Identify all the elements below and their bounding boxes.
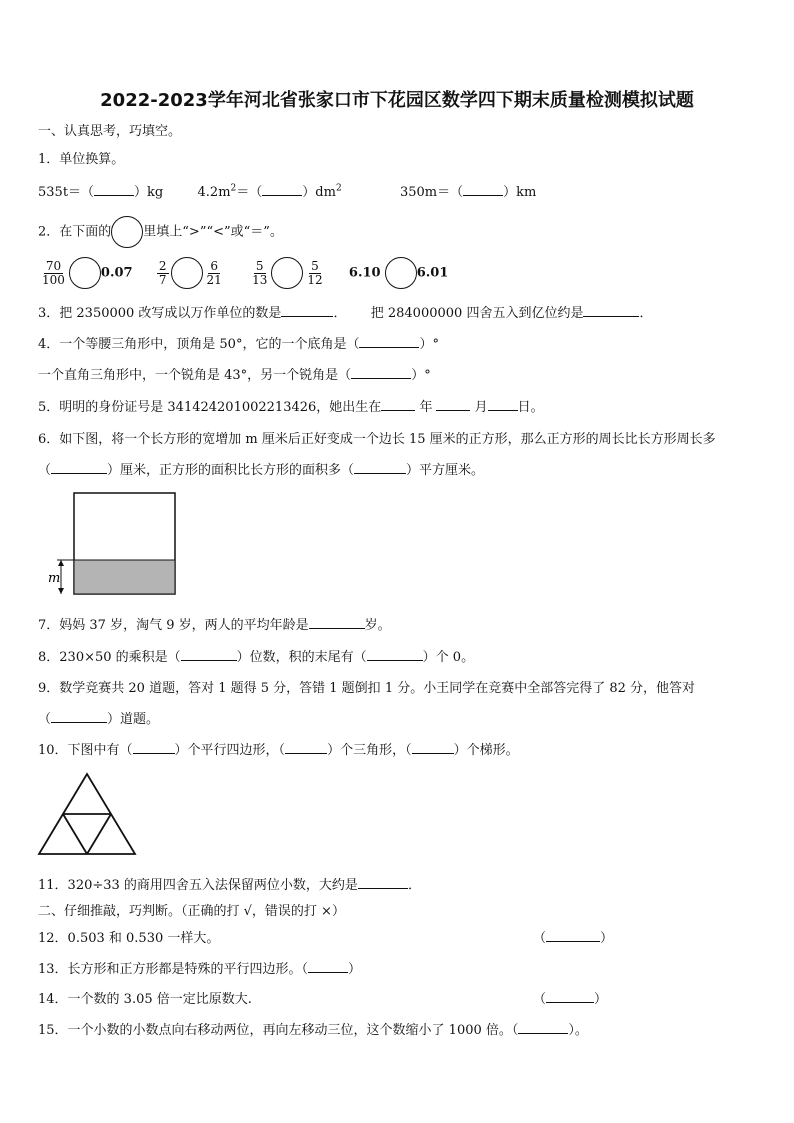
q11-b: ．: [407, 878, 421, 893]
q4-a-end: ）°: [419, 337, 439, 352]
question-6-b: [38, 459, 484, 478]
q6-b2: ）厘米，正方形的面积比长方形的面积多（: [107, 463, 355, 478]
question-3: [38, 302, 652, 321]
q10-blank-3[interactable]: [412, 741, 454, 754]
q2-p1-right: 0.07: [100, 265, 133, 281]
question-9-b: [38, 708, 159, 727]
q1-b-sup2: 2: [335, 183, 342, 194]
question-14: 14．一个数的 3.05 倍一定比原数大.: [38, 992, 252, 1007]
q1-c-left: 350m＝（: [399, 185, 464, 200]
question-7: [38, 614, 391, 633]
q6-rectangle-diagram: [44, 488, 184, 598]
q13-a: 13．长方形和正方形都是特殊的平行四边形。（: [38, 962, 309, 977]
q3-a-blank[interactable]: [281, 304, 333, 317]
q7-blank[interactable]: [309, 616, 365, 629]
q1-b-blank[interactable]: [262, 183, 302, 196]
q2-circle-2[interactable]: [171, 257, 203, 289]
q2-circle-1[interactable]: [69, 257, 101, 289]
q2-circle-4[interactable]: [385, 257, 417, 289]
question-11: [38, 874, 421, 893]
q7-b: 岁。: [364, 618, 391, 633]
q8-blank-1[interactable]: [181, 648, 237, 661]
q5-year: 年: [419, 400, 433, 415]
q5-day-blank[interactable]: [488, 398, 518, 411]
q3-a: 3．把 2350000 改写成以万作单位的数是: [38, 306, 282, 321]
q6-b1: （: [38, 463, 52, 478]
q4-b-end: ）°: [411, 368, 431, 383]
q6-label-m: m: [48, 571, 61, 586]
question-1-items: [38, 181, 536, 200]
q12-blank[interactable]: [546, 929, 600, 942]
q1-b-right: ）dm: [302, 185, 336, 200]
question-8: [38, 646, 474, 665]
q1-c-blank[interactable]: [463, 183, 503, 196]
q2-frac-6-21: $\frac{6}{21}$: [206, 258, 222, 287]
q14-answer: [533, 988, 607, 1007]
question-12: 12．0.503 和 0.530 一样大。: [38, 931, 220, 946]
question-9-a: 9．数学竞赛共 20 道题，答对 1 题得 5 分，答错 1 题倒扣 1 分。小王同学在竞赛中全部答完得了 82 分，他答对: [38, 681, 696, 696]
q8-c: ）个 0。: [422, 650, 475, 665]
q9-b2: ）道题。: [107, 712, 160, 727]
question-2-items: [38, 257, 448, 289]
q13-blank[interactable]: [308, 960, 348, 973]
q6-blank-1[interactable]: [51, 461, 107, 474]
q1-a-right: ）kg: [134, 185, 164, 200]
q2-frac-5-12: $\frac{5}{12}$: [307, 258, 323, 287]
q4-b-text: 一个直角三角形中，一个锐角是 43°，另一个锐角是（: [38, 368, 352, 383]
q15-a: 15．一个小数的小数点向右移动两位，再向左移动三位，这个数缩小了 1000 倍。（: [38, 1023, 519, 1038]
q5-a: 5．明明的身份证号是 341424201002213426，她出生在: [38, 400, 382, 415]
q12-p2: ）: [600, 931, 614, 946]
q14-blank[interactable]: [546, 990, 594, 1003]
q11-blank[interactable]: [358, 876, 408, 889]
q10-b: ）个平行四边形，（: [174, 743, 286, 758]
q1-a-left: 535t＝（: [38, 185, 95, 200]
q3-a-end: ．: [333, 306, 347, 321]
q6-arrow-up: [58, 560, 64, 566]
q4-b-blank[interactable]: [351, 366, 411, 379]
q13-b: ）: [348, 962, 362, 977]
q2-p4-right: 6.01: [416, 265, 449, 281]
q1-b-num: 4.2m: [197, 185, 231, 200]
q2-p4-left: 6.10: [348, 265, 381, 281]
q5-year-blank[interactable]: [381, 398, 415, 411]
question-5: [38, 396, 544, 415]
question-2-text: [38, 216, 283, 248]
q3-b: 把 284000000 四舍五入到亿位约是: [370, 306, 584, 321]
q11-a: 11．320÷33 的商用四舍五入法保留两位小数，大约是: [38, 878, 358, 893]
q9-blank[interactable]: [51, 710, 107, 723]
section-1-heading: 一、认真思考，巧填空。: [38, 124, 182, 139]
q8-b: ）位数，积的末尾有（: [236, 650, 367, 665]
q12-p1: （: [533, 931, 547, 946]
q3-b-blank[interactable]: [583, 304, 639, 317]
q2-pre: 2．在下面的: [38, 224, 112, 240]
question-1-text: 1．单位换算。: [38, 152, 125, 167]
q10-inner-left: [63, 814, 87, 854]
q3-b-end: ．: [639, 306, 653, 321]
q10-c: ）个三角形，（: [327, 743, 412, 758]
q6-shaded-strip: [74, 560, 175, 594]
q10-inner-right: [87, 814, 111, 854]
page-title: 2022-2023学年河北省张家口市下花园区数学四下期末质量检测模拟试题: [100, 90, 694, 111]
q10-d: ）个梯形。: [453, 743, 519, 758]
q6-blank-2[interactable]: [354, 461, 406, 474]
q4-a-text: 4．一个等腰三角形中，顶角是 50°，它的一个底角是（: [38, 337, 360, 352]
section-2-heading: 二、仔细推敲，巧判断。（正确的打 √，错误的打 ×）: [38, 904, 345, 919]
q12-answer: [533, 927, 613, 946]
q4-a-blank[interactable]: [359, 335, 419, 348]
q14-p1: （: [533, 992, 547, 1007]
q10-a: 10．下图中有（: [38, 743, 133, 758]
q2-frac-2-7: $\frac{2}{7}$: [158, 258, 167, 287]
q2-post: 里填上“>”“<”或“＝”。: [143, 224, 283, 240]
q6-arrow-down: [58, 588, 64, 594]
q10-triangle-diagram: [36, 770, 138, 858]
q2-circle-example: [111, 216, 143, 248]
q1-a-blank[interactable]: [94, 183, 134, 196]
q8-a: 8．230×50 的乘积是（: [38, 650, 181, 665]
q14-p2: ）: [594, 992, 608, 1007]
q5-day: 日。: [517, 400, 544, 415]
q10-blank-2[interactable]: [285, 741, 327, 754]
q9-b1: （: [38, 712, 52, 727]
question-10: [38, 739, 519, 758]
q8-blank-2[interactable]: [367, 648, 423, 661]
q1-b-sup: 2: [230, 183, 237, 194]
q5-month: 月: [474, 400, 488, 415]
question-15: [38, 1019, 588, 1038]
q15-b: ）。: [568, 1023, 588, 1038]
question-13: [38, 958, 361, 977]
question-4-b: [38, 364, 431, 383]
q2-frac-70-100: $\frac{70}{100}$: [42, 258, 65, 287]
q1-b-mid: ＝（: [236, 185, 263, 200]
q10-blank-1[interactable]: [133, 741, 175, 754]
question-4-a: [38, 333, 439, 352]
q7-a: 7．妈妈 37 岁，淘气 9 岁，两人的平均年龄是: [38, 618, 309, 633]
q15-blank[interactable]: [518, 1021, 568, 1034]
q2-frac-5-13: $\frac{5}{13}$: [252, 258, 268, 287]
q5-month-blank[interactable]: [436, 398, 470, 411]
q6-b3: ）平方厘米。: [406, 463, 485, 478]
question-6-a: 6．如下图，将一个长方形的宽增加 m 厘米后正好变成一个边长 15 厘米的正方形，那么正方形的周长比长方形周长多: [38, 432, 716, 447]
q1-c-right: ）km: [503, 185, 537, 200]
q2-circle-3[interactable]: [271, 257, 303, 289]
